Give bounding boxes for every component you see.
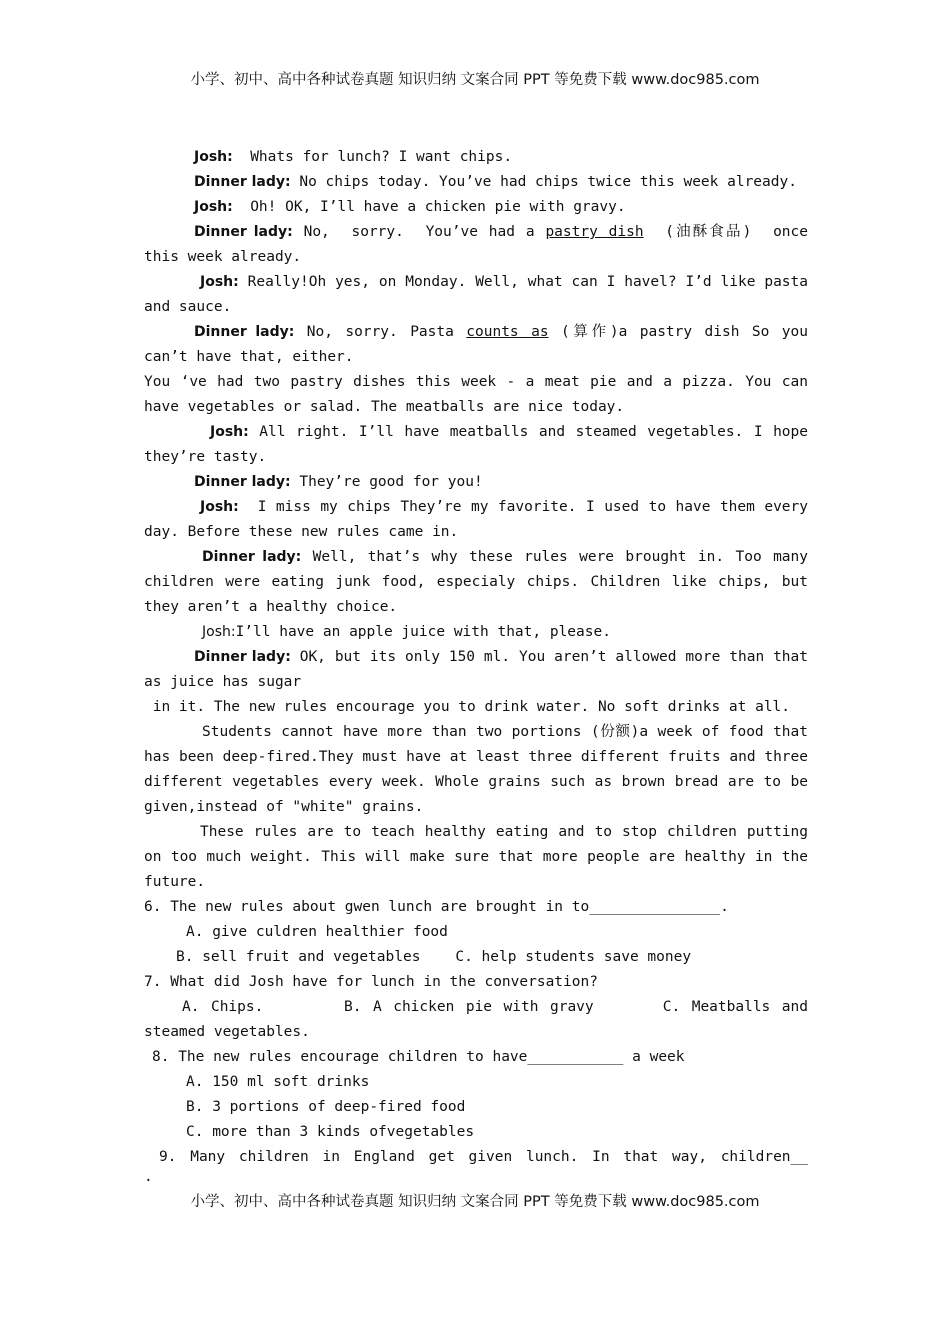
- speaker-label: Dinner lady:: [202, 549, 302, 565]
- dialogue-line: [144, 645, 817, 695]
- dialogue-text: I miss my chips They’re my favorite. I used to have them every day. Before these new rules came in.: [144, 499, 817, 540]
- dialogue-text: All right. I’ll have meatballs and steamed vegetables. I hope they’re tasty.: [144, 424, 817, 465]
- dialogue-text: No chips today. You’ve had chips twice this week already.: [290, 174, 797, 190]
- dialogue-text: You ‘ve had two pastry dishes this week - a meat pie and a pizza. You can have vegetables or salad. The meatballs are nice today.: [144, 374, 817, 415]
- question-8-option-b: B. 3 portions of deep-fired food: [186, 1099, 466, 1115]
- question-6-options-bc: B. sell fruit and vegetables C. help students save money: [176, 949, 692, 965]
- dialogue-text: Oh! OK, I’ll have a chicken pie with gravy.: [232, 199, 626, 215]
- speaker-label: Josh:: [210, 424, 249, 440]
- speaker-label: Josh:: [200, 499, 239, 515]
- question-8: 8. The new rules encourage children to have___________ a week: [152, 1049, 685, 1065]
- question-6-option-a: A. give culdren healthier food: [186, 924, 448, 940]
- speaker-label: Dinner lady:: [194, 474, 291, 490]
- dialogue-text: I’ll have an apple juice with that, please.: [235, 624, 611, 640]
- underlined-term: counts as: [466, 324, 549, 340]
- document-body: [144, 145, 817, 1185]
- dialogue-text: No, sorry. Pasta: [294, 324, 467, 340]
- dialogue-text: (算作)a pastry dish So you can’t have that, either.: [144, 324, 817, 365]
- dialogue-line: [144, 545, 817, 620]
- speaker-label: Josh:: [194, 149, 233, 165]
- page-header: 小学、初中、高中各种试卷真题 知识归纳 文案合同 PPT 等免费下载 www.doc985.com: [190, 72, 760, 88]
- dialogue-line: [144, 320, 817, 370]
- speaker-label: Josh:: [200, 274, 239, 290]
- dialogue-line: [144, 195, 808, 220]
- dialogue-line: [144, 695, 808, 720]
- body-paragraph: Students cannot have more than two portions (份额)a week of food that has been deep-fired.They must have at least three different fruits and three different vegetables every week. Whole grains such as brown bread are to be given,instead of "white" grains.: [144, 724, 808, 815]
- dialogue-line: [144, 170, 808, 195]
- dialogue-text: (油酥食品) once this week already.: [144, 224, 817, 265]
- dialogue-text: Really!Oh yes, on Monday. Well, what can I havel? I’d like pasta and sauce.: [144, 274, 817, 315]
- question-8-option-c: C. more than 3 kinds ofvegetables: [186, 1124, 475, 1140]
- speaker-label: Dinner lady:: [194, 324, 295, 340]
- dialogue-text: OK, but its only 150 ml. You aren’t allowed more than that as juice has sugar: [144, 649, 817, 690]
- body-paragraph: These rules are to teach healthy eating and to stop children putting on too much weight. This will make sure that more people are healthy in the future.: [144, 824, 808, 890]
- speaker-label: Dinner lady:: [194, 649, 291, 665]
- dialogue-line: [144, 470, 808, 495]
- dialogue-text: in it. The new rules encourage you to drink water. No soft drinks at all.: [144, 699, 791, 715]
- speaker-label: Josh:: [202, 624, 236, 640]
- dialogue-line: [144, 220, 817, 270]
- dialogue-line: [144, 495, 817, 545]
- dialogue-text: Well, that’s why these rules were brought in. Too many children were eating junk food, especialy chips. Children like chips, but they aren’t a healthy choice.: [144, 549, 817, 615]
- speaker-label: Dinner lady:: [194, 174, 291, 190]
- dialogue-line: [144, 620, 808, 645]
- question-7-options: A. Chips. B. A chicken pie with gravy C. Meatballs and steamed vegetables.: [144, 999, 817, 1040]
- dialogue-line: [144, 370, 817, 420]
- dialogue-line: [144, 270, 817, 320]
- dialogue-line: [144, 145, 808, 170]
- question-6: 6. The new rules about gwen lunch are brought in to_______________.: [144, 899, 729, 915]
- dialogue-line: [144, 420, 817, 470]
- question-7: 7. What did Josh have for lunch in the conversation?: [144, 974, 598, 990]
- underlined-term: pastry dish: [545, 224, 644, 240]
- speaker-label: Josh:: [194, 199, 233, 215]
- page-footer: 小学、初中、高中各种试卷真题 知识归纳 文案合同 PPT 等免费下载 www.doc985.com: [190, 1194, 760, 1210]
- dialogue-text: No, sorry. You’ve had a: [292, 224, 546, 240]
- question-8-option-a: A. 150 ml soft drinks: [186, 1074, 370, 1090]
- speaker-label: Dinner lady:: [194, 224, 293, 240]
- dialogue-text: They’re good for you!: [290, 474, 483, 490]
- question-9-continuation: .: [144, 1169, 153, 1185]
- question-9: 9. Many children in England get given lunch. In that way, children__: [159, 1149, 808, 1165]
- dialogue-text: Whats for lunch? I want chips.: [232, 149, 513, 165]
